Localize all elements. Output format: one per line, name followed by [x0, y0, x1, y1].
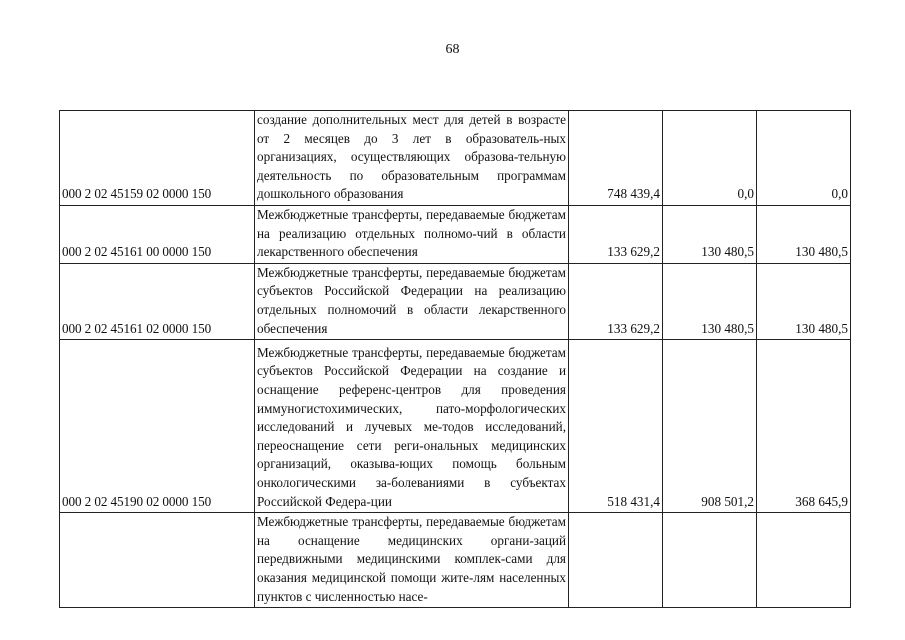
- table-row: [60, 111, 851, 206]
- budget-code-cell: [60, 513, 255, 608]
- amount-cell-year2: 0,0: [663, 111, 757, 206]
- amount-cell-year1: 748 439,4: [569, 111, 663, 206]
- amount-cell-year3: 130 480,5: [757, 205, 851, 263]
- page-number: 68: [445, 42, 460, 57]
- description-cell: Межбюджетные трансферты, передаваемые бюджетам субъектов Российской Федерации на создание и оснащение референс-центров для проведения иммуногистохимических, пато-морфологических исследований и лучевых ме-тодов исследований, переоснащение сети реги-ональных медицинских организаций, оказыва-ющих помощь больным онкологическими за-болеваниями в субъектах Российской Федера-ции: [255, 340, 569, 513]
- amount-cell-year2: 130 480,5: [663, 205, 757, 263]
- amount-cell-year1: 133 629,2: [569, 205, 663, 263]
- budget-code-cell: 000 2 02 45161 02 0000 150: [60, 263, 255, 339]
- amount-cell-year2: 908 501,2: [663, 340, 757, 513]
- amount-cell-year3: 0,0: [757, 111, 851, 206]
- description-cell: Межбюджетные трансферты, передаваемые бюджетам субъектов Российской Федерации на реализацию отдельных полномочий в области лекарственного обеспечения: [255, 263, 569, 339]
- amount-cell-year2: [663, 513, 757, 608]
- amount-cell-year2: 130 480,5: [663, 263, 757, 339]
- amount-cell-year3: 130 480,5: [757, 263, 851, 339]
- description-cell: Межбюджетные трансферты, передаваемые бюджетам на реализацию отдельных полномо-чий в области лекарственного обеспечения: [255, 205, 569, 263]
- amount-cell-year1: 518 431,4: [569, 340, 663, 513]
- amount-cell-year1: 133 629,2: [569, 263, 663, 339]
- amount-cell-year1: [569, 513, 663, 608]
- table-row: [60, 340, 851, 513]
- amount-cell-year3: [757, 513, 851, 608]
- description-cell: Межбюджетные трансферты, передаваемые бюджетам на оснащение медицинских органи-заций передвижными медицинскими комплек-сами для оказания медицинской помощи жите-лям населенных пунктов с численностью насе-: [255, 513, 569, 608]
- description-cell: создание дополнительных мест для детей в возрасте от 2 месяцев до 3 лет в образователь-ных организациях, осуществляющих образова-тельную деятельность по образовательным программам дошкольного образования: [255, 111, 569, 206]
- budget-code-cell: 000 2 02 45159 02 0000 150: [60, 111, 255, 206]
- budget-code-cell: 000 2 02 45161 00 0000 150: [60, 205, 255, 263]
- table-row: [60, 513, 851, 608]
- budget-table: [59, 110, 851, 608]
- table-row: [60, 263, 851, 339]
- table-row: [60, 205, 851, 263]
- budget-code-cell: 000 2 02 45190 02 0000 150: [60, 340, 255, 513]
- amount-cell-year3: 368 645,9: [757, 340, 851, 513]
